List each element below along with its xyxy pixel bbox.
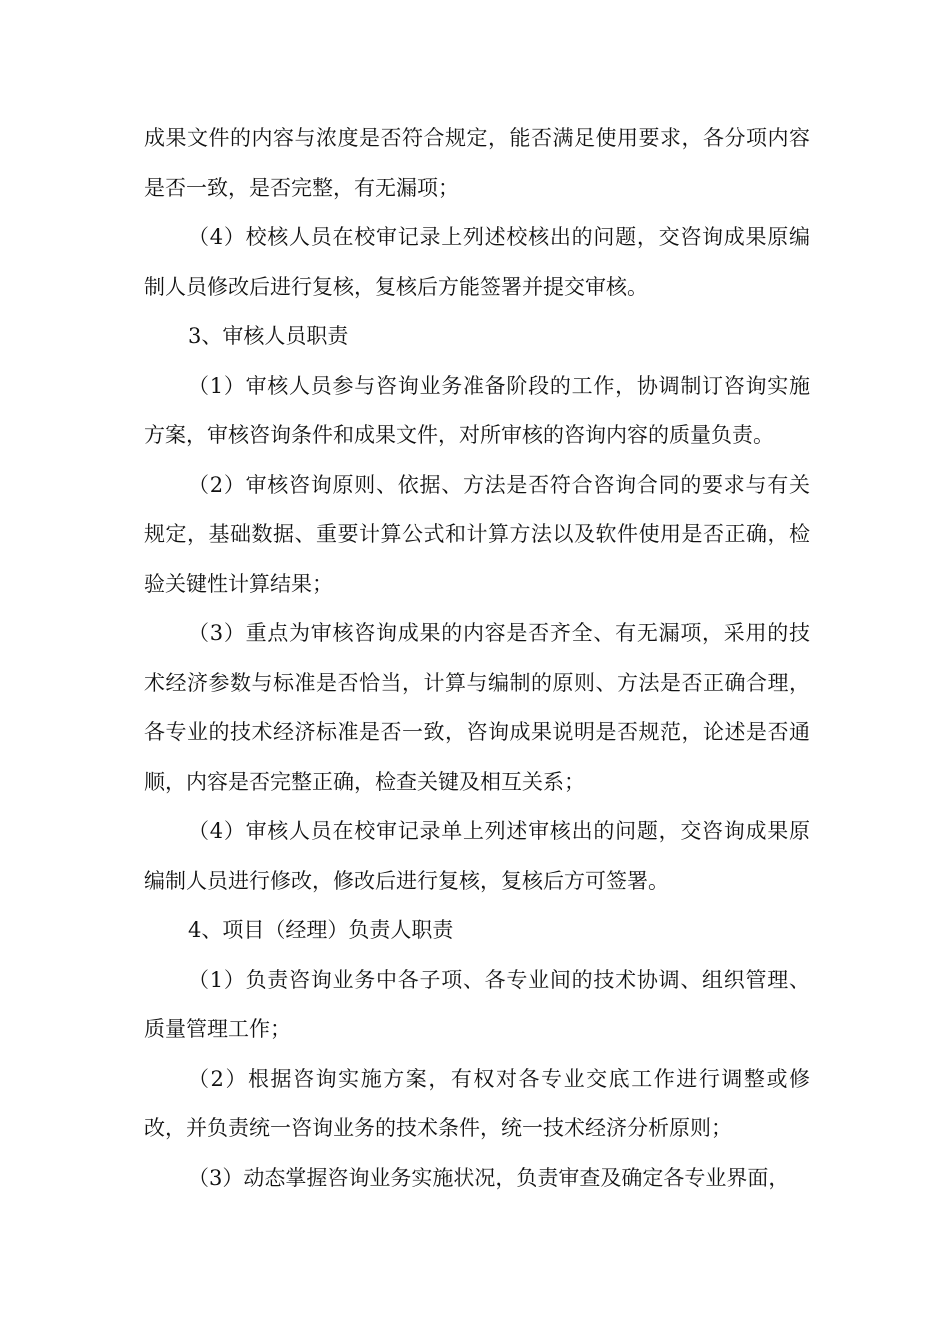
paragraph-item-3-manager: （3）动态掌握咨询业务实施状况，负责审查及确定各专业界面， — [188, 1165, 790, 1190]
paragraph-continuation: 成果文件的内容与浓度是否符合规定，能否满足使用要求，各分项内容是否一致，是否完整，有无漏项； — [144, 126, 810, 200]
paragraph-item-1-manager: （1）负责咨询业务中各子项、各专业间的技术协调、组织管理、质量管理工作； — [144, 967, 810, 1041]
paragraph-item-4-checker: （4）校核人员在校审记录上列述校核出的问题，交咨询成果原编制人员修改后进行复核，复核后方能签署并提交审核。 — [144, 225, 810, 299]
section-heading-project-manager-duties: 4、项目（经理）负责人职责 — [188, 918, 454, 942]
paragraph-item-4-reviewer: （4）审核人员在校审记录单上列述审核出的问题，交咨询成果原编制人员进行修改，修改后进行复核，复核后方可签署。 — [144, 819, 810, 893]
document-body — [144, 114, 810, 1203]
paragraph-item-2-manager: （2）根据咨询实施方案，有权对各专业交底工作进行调整或修改，并负责统一咨询业务的技术条件，统一技术经济分析原则； — [144, 1066, 810, 1140]
paragraph-item-2-reviewer: （2）审核咨询原则、依据、方法是否符合咨询合同的要求与有关规定，基础数据、重要计算公式和计算方法以及软件使用是否正确，检验关键性计算结果； — [144, 472, 810, 596]
paragraph-item-3-reviewer: （3）重点为审核咨询成果的内容是否齐全、有无漏项，采用的技术经济参数与标准是否恰当，计算与编制的原则、方法是否正确合理，各专业的技术经济标准是否一致，咨询成果说明是否规范，论述是否通顺，内容是否完整正确，检查关键及相互关系； — [144, 621, 810, 794]
paragraph-item-1-reviewer: （1）审核人员参与咨询业务准备阶段的工作，协调制订咨询实施方案，审核咨询条件和成果文件，对所审核的咨询内容的质量负责。 — [144, 373, 810, 447]
section-heading-reviewer-duties: 3、审核人员职责 — [188, 324, 349, 348]
